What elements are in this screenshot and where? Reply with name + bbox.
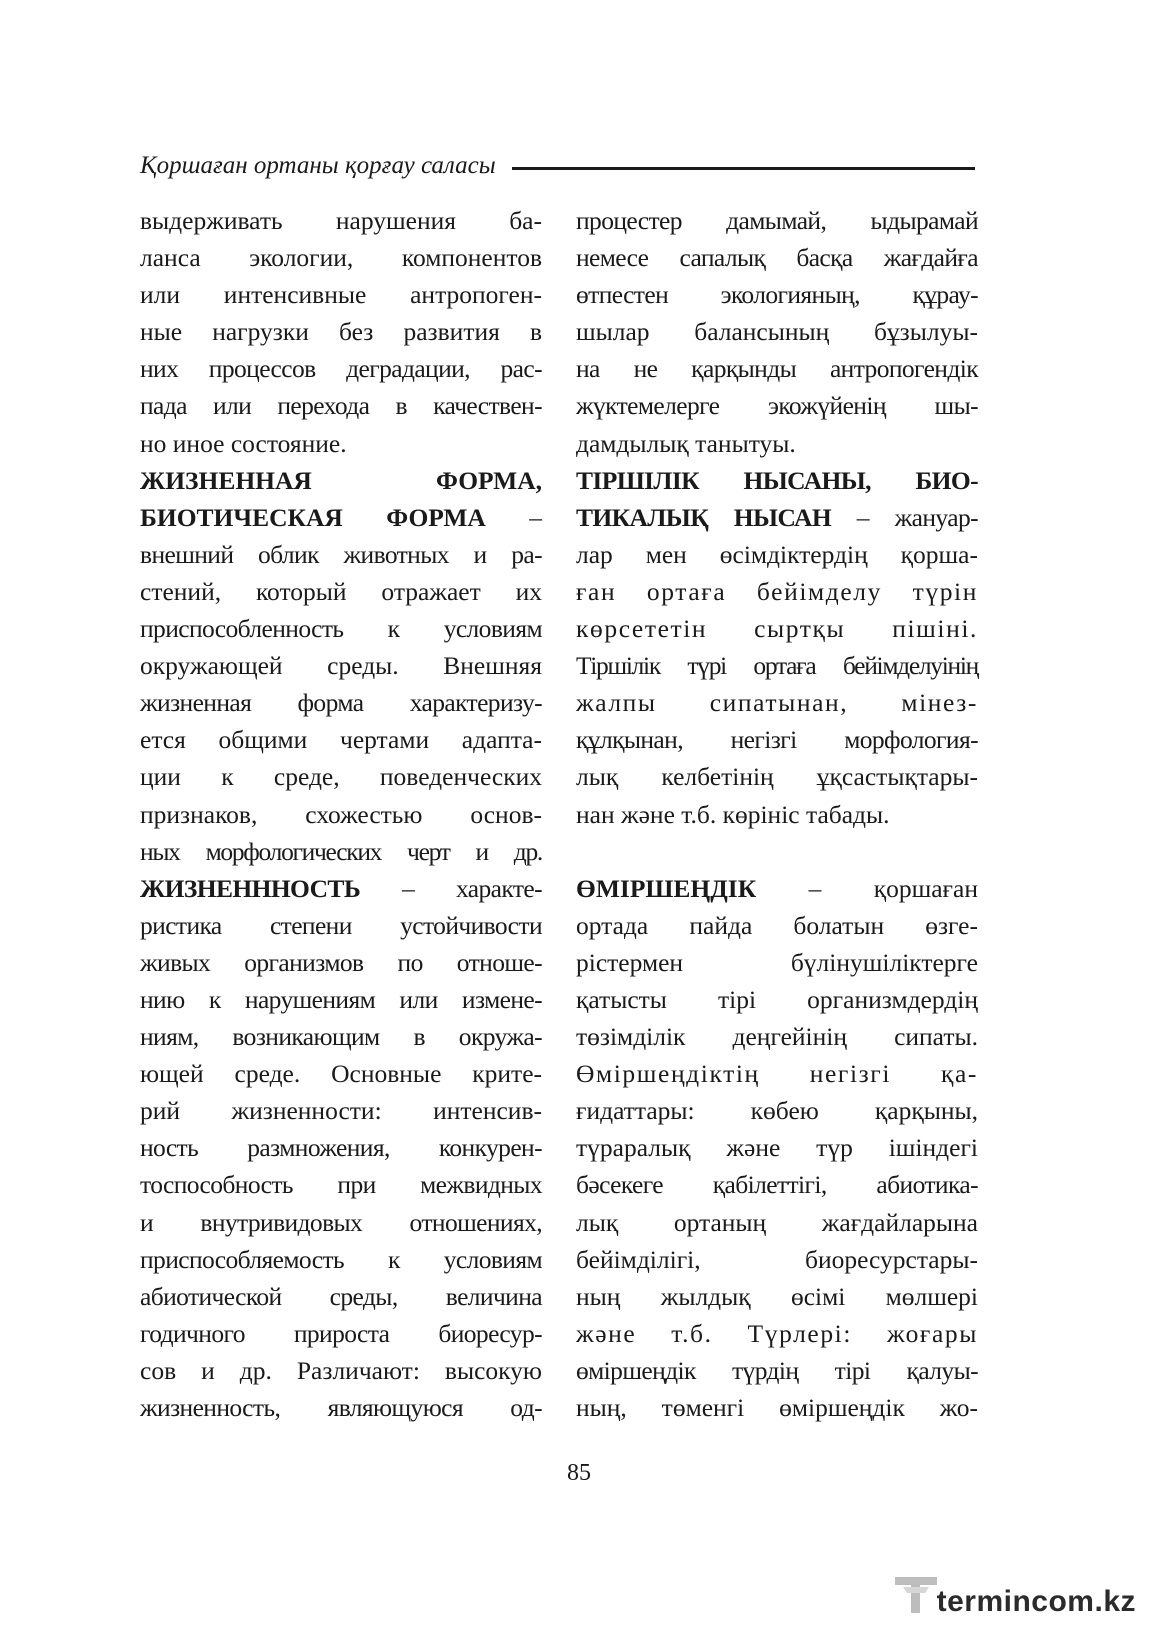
term-heading: ӨМІРШЕҢДІК bbox=[576, 873, 757, 903]
text-line: ющей среде. Основные крите- bbox=[140, 1059, 542, 1089]
text-line: рий жизненности: интенсив- bbox=[140, 1096, 542, 1126]
text-line: ристика степени устойчивости bbox=[140, 910, 542, 940]
text-line: ниям, возникающим в окружа- bbox=[140, 1022, 542, 1052]
text-line: сов и др. Различают: высокую bbox=[140, 1355, 542, 1385]
term-heading: ЖИЗНЕНННОСТЬ bbox=[140, 873, 361, 903]
text-line: жизненность, являющуюся од- bbox=[140, 1393, 542, 1422]
text-line: ется общими чертами адапта- bbox=[140, 725, 542, 755]
text-line: рістермен бүлінушіліктерге bbox=[576, 947, 978, 977]
entry-term bbox=[576, 499, 978, 536]
text-line: приспособляемость к условиям bbox=[140, 1244, 542, 1274]
text-line: выдерживать нарушения ба- bbox=[140, 206, 542, 235]
text-line: но иное состояние. bbox=[140, 428, 347, 458]
header-rule bbox=[512, 167, 975, 170]
term-heading: ТИКАЛЫҚ НЫСАН bbox=[576, 502, 832, 532]
text-line: внешний облик животных и ра- bbox=[140, 539, 542, 569]
text-line: ции к среде, поведенческих bbox=[140, 762, 542, 792]
text-line: дамдылық танытуы. bbox=[576, 428, 796, 458]
term-dash: – қоршаған bbox=[756, 873, 978, 903]
text-line: приспособленность к условиям bbox=[140, 614, 542, 644]
term-heading: ЖИЗНЕННАЯ ФОРМА, bbox=[140, 465, 542, 495]
entry-term bbox=[140, 499, 542, 536]
text-line: ланса экологии, компонентов bbox=[140, 243, 542, 273]
text-line: ных морфологических черт и др. bbox=[140, 836, 542, 866]
text-line: абиотической среды, величина bbox=[140, 1281, 542, 1311]
text-line: жизненная форма характеризу- bbox=[140, 688, 542, 718]
text-line: түраралық және түр ішіндегі bbox=[576, 1133, 978, 1163]
term-heading: ТІРШІЛІК НЫСАНЫ, БИО- bbox=[576, 465, 978, 495]
text-line: годичного прироста биоресур- bbox=[140, 1318, 542, 1348]
text-line: ортада пайда болатын өзге- bbox=[576, 910, 978, 940]
text-line: на не қарқынды антропогендік bbox=[576, 354, 978, 384]
entry-term bbox=[576, 870, 978, 907]
term-dash: – bbox=[485, 502, 543, 532]
text-line: признаков, схожестью основ- bbox=[140, 799, 542, 829]
text-line: жүктемелерге экожүйенің шы- bbox=[576, 391, 978, 421]
text-line: лық келбетінің ұқсастықтары- bbox=[576, 762, 978, 792]
text-line: шылар балансының бұзылуы- bbox=[576, 317, 978, 347]
term-heading: БИОТИЧЕСКАЯ ФОРМА bbox=[140, 502, 486, 532]
text-line: бәсекеге қабілеттігі, абиотика- bbox=[576, 1170, 978, 1200]
text-line: ные нагрузки без развития в bbox=[140, 317, 542, 347]
watermark bbox=[891, 1573, 1136, 1617]
text-line: или интенсивные антропоген- bbox=[140, 280, 542, 310]
text-line: лық ортаның жағдайларына bbox=[576, 1207, 978, 1237]
text-line: стений, который отражает их bbox=[140, 576, 542, 606]
paragraph-gap bbox=[576, 833, 978, 870]
text-line: Тіршілік түрі ортаға бейімделуінің bbox=[576, 651, 978, 681]
text-line: ғидаттары: көбею қарқыны, bbox=[576, 1096, 978, 1126]
text-line: лар мен өсімдіктердің қорша- bbox=[576, 539, 978, 569]
running-head bbox=[140, 146, 975, 186]
term-dash: – характе- bbox=[360, 873, 542, 903]
text-line: көрсететін сыртқы пішіні. bbox=[576, 614, 978, 644]
text-line: окружающей среды. Внешняя bbox=[140, 651, 542, 681]
entry-term bbox=[140, 870, 542, 907]
text-line: тоспособность при межвидных bbox=[140, 1170, 542, 1200]
text-line: ность размножения, конкурен- bbox=[140, 1133, 542, 1163]
text-line: живых организмов по отноше- bbox=[140, 947, 542, 977]
watermark-text: termincom.kz bbox=[936, 1585, 1136, 1618]
text-line: және т.б. Түрлері: жоғары bbox=[576, 1318, 978, 1348]
text-line: процестер дамымай, ыдырамай bbox=[576, 206, 978, 235]
text-line: немесе сапалық басқа жағдайға bbox=[576, 243, 978, 273]
text-line: нию к нарушениям или измене- bbox=[140, 984, 542, 1014]
text-line: пада или перехода в качествен- bbox=[140, 391, 542, 421]
text-line: бейімділігі, биоресурстары- bbox=[576, 1244, 978, 1274]
text-line: и внутривидовых отношениях, bbox=[140, 1207, 542, 1237]
term-dash: – жануар- bbox=[831, 502, 978, 532]
text-line: қатысты тірі организмдердің bbox=[576, 984, 978, 1014]
page-number: 85 bbox=[567, 1460, 591, 1486]
text-line: ған ортаға бейімделу түрін bbox=[576, 576, 978, 606]
entry-term bbox=[140, 462, 542, 499]
left-column bbox=[140, 202, 542, 1426]
text-line: ның жылдық өсімі мөлшері bbox=[576, 1281, 978, 1311]
text-line: өміршеңдік түрдің тірі қалуы- bbox=[576, 1355, 978, 1385]
entry-term bbox=[576, 462, 978, 499]
text-line: нан және т.б. көрініс табады. bbox=[576, 799, 890, 829]
text-line: өтпестен экологияның, құрау- bbox=[576, 280, 978, 310]
running-title: Қоршаған ортаны қорғау саласы bbox=[140, 152, 496, 179]
text-line: жалпы сипатынан, мінез- bbox=[576, 688, 978, 718]
right-column bbox=[576, 202, 978, 1426]
text-line: құлқынан, негізгі морфология- bbox=[576, 725, 978, 755]
text-line: төзімділік деңгейінің сипаты. bbox=[576, 1022, 978, 1052]
text-line: ның, төменгі өміршеңдік жо- bbox=[576, 1393, 978, 1422]
text-line: Өміршеңдіктің негізгі қа- bbox=[576, 1059, 978, 1089]
text-line: них процессов деградации, рас- bbox=[140, 354, 542, 384]
